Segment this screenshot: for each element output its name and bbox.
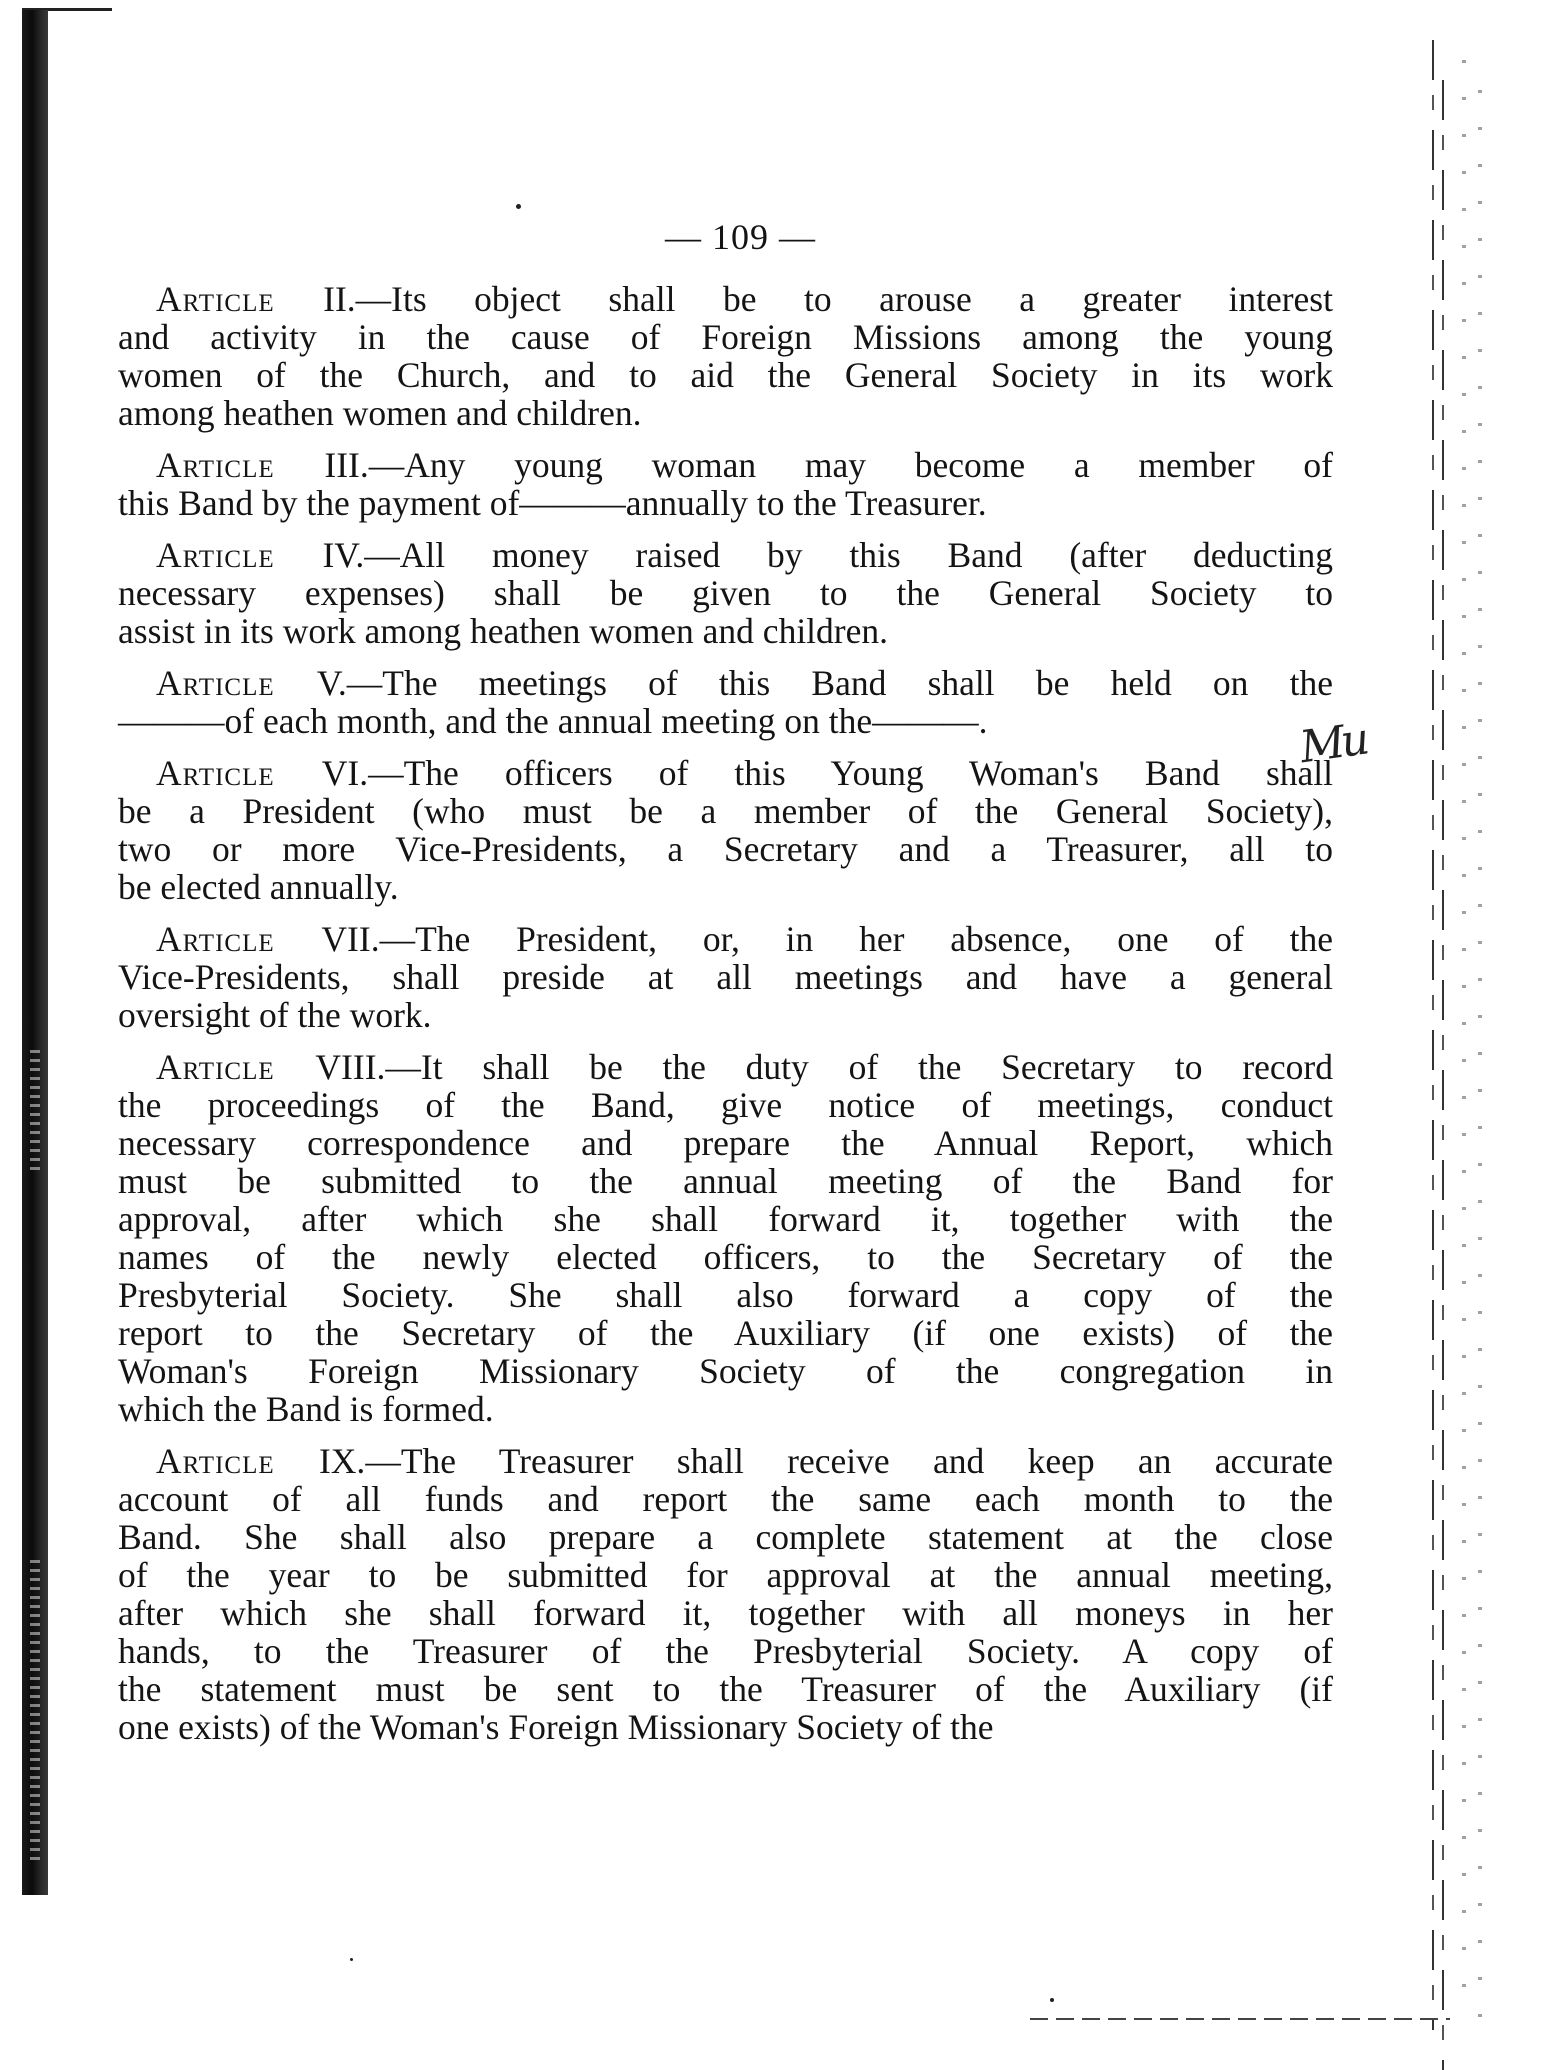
article-line [118,1442,1333,1480]
scan-speckle [30,1050,40,1170]
article-line: among heathen women and children. [118,393,642,433]
article-line: oversight of the work. [118,995,432,1035]
article-line: Band. She shall also prepare a complete statement at the close [118,1517,1333,1557]
scan-edge-bottom [1030,2018,1450,2020]
article-line: and activity in the cause of Foreign Missions among the young [118,317,1333,357]
article-text: —Its object shall be to arouse a greater interest [355,279,1333,319]
article-line: Vice-Presidents, shall preside at all meetings and have a general [118,957,1333,997]
article-paragraph [118,446,1333,522]
article-label: Article [156,445,325,485]
article-line: after which she shall forward it, together with all moneys in her [118,1593,1333,1633]
article-text: —The President, or, in her absence, one of the [379,919,1333,959]
article-line: of the year to be submitted for approval at the annual meeting, [118,1555,1333,1595]
article-label: Article [156,919,322,959]
page-number: — 109 — [665,217,816,257]
article-line [118,1048,1333,1086]
article-line: ———of each month, and the annual meeting on the———. [118,701,988,741]
article-number: VI. [321,753,369,793]
article-line: Presbyterial Society. She shall also forward a copy of the [118,1275,1333,1315]
article-text: —All money raised by this Band (after deducting [364,535,1333,575]
article-line [118,536,1333,574]
article-list [118,280,1333,1746]
article-line: be a President (who must be a member of the General Society), [118,791,1333,831]
article-line [118,280,1333,318]
article-line: must be submitted to the annual meeting of the Band for [118,1161,1333,1201]
article-line: names of the newly elected officers, to the Secretary of the [118,1237,1333,1277]
article-line: necessary correspondence and prepare the Annual Report, which [118,1123,1333,1163]
scan-dots-right [1462,60,1466,2020]
article-number: VII. [321,919,380,959]
article-paragraph [118,754,1333,906]
article-label: Article [156,753,322,793]
article-line [118,754,1333,792]
article-line: be elected annually. [118,867,399,907]
handwritten-margin-note: Mu [1296,713,1369,774]
article-paragraph [118,664,1333,740]
scan-edge-right [1432,40,1434,2030]
article-text: —The meetings of this Band shall be held on the [346,663,1334,703]
scan-dots-right [1478,90,1482,2050]
document-page [118,216,1333,1760]
article-line: Woman's Foreign Missionary Society of the congregation in [118,1351,1333,1391]
article-line [118,446,1333,484]
article-line: one exists) of the Woman's Foreign Missionary Society of the [118,1707,994,1747]
article-paragraph [118,1442,1333,1746]
article-paragraph [118,536,1333,650]
article-number: II. [323,279,356,319]
scan-speck [516,204,521,209]
article-line: assist in its work among heathen women and children. [118,611,888,651]
article-line [118,920,1333,958]
article-line: which the Band is formed. [118,1389,494,1429]
article-number: V. [316,663,347,703]
article-number: IV. [322,535,365,575]
article-line: the proceedings of the Band, give notice of meetings, conduct [118,1085,1333,1125]
article-line: the statement must be sent to the Treasurer of the Auxiliary (if [118,1669,1333,1709]
article-line: two or more Vice-Presidents, a Secretary and a Treasurer, all to [118,829,1333,869]
article-line: this Band by the payment of———annually to the Treasurer. [118,483,987,523]
article-line: approval, after which she shall forward it, together with the [118,1199,1333,1239]
article-text: —It shall be the duty of the Secretary to record [385,1047,1333,1087]
article-text: —The officers of this Young Woman's Band shall [368,753,1333,793]
article-text: —Any young woman may become a member of [368,445,1333,485]
article-paragraph [118,920,1333,1034]
scan-edge-right [1442,80,1444,2070]
article-line: hands, to the Treasurer of the Presbyterial Society. A copy of [118,1631,1333,1671]
scan-speckle [30,1560,40,1860]
article-number: VIII. [315,1047,386,1087]
scan-speck [1050,1998,1054,2002]
article-label: Article [156,535,323,575]
article-label: Article [156,1441,319,1481]
article-label: Article [156,279,324,319]
article-line: women of the Church, and to aid the General Society in its work [118,355,1333,395]
article-paragraph [118,1048,1333,1428]
article-label: Article [156,1047,316,1087]
article-line: necessary expenses) shall be given to the General Society to [118,573,1333,613]
article-line: report to the Secretary of the Auxiliary (if one exists) of the [118,1313,1333,1353]
article-number: IX. [318,1441,366,1481]
article-paragraph [118,280,1333,432]
article-label: Article [156,663,317,703]
article-text: —The Treasurer shall receive and keep an accurate [365,1441,1333,1481]
scan-speck [350,1958,353,1961]
article-number: III. [324,445,369,485]
article-line [118,664,1333,702]
article-line: account of all funds and report the same each month to the [118,1479,1333,1519]
